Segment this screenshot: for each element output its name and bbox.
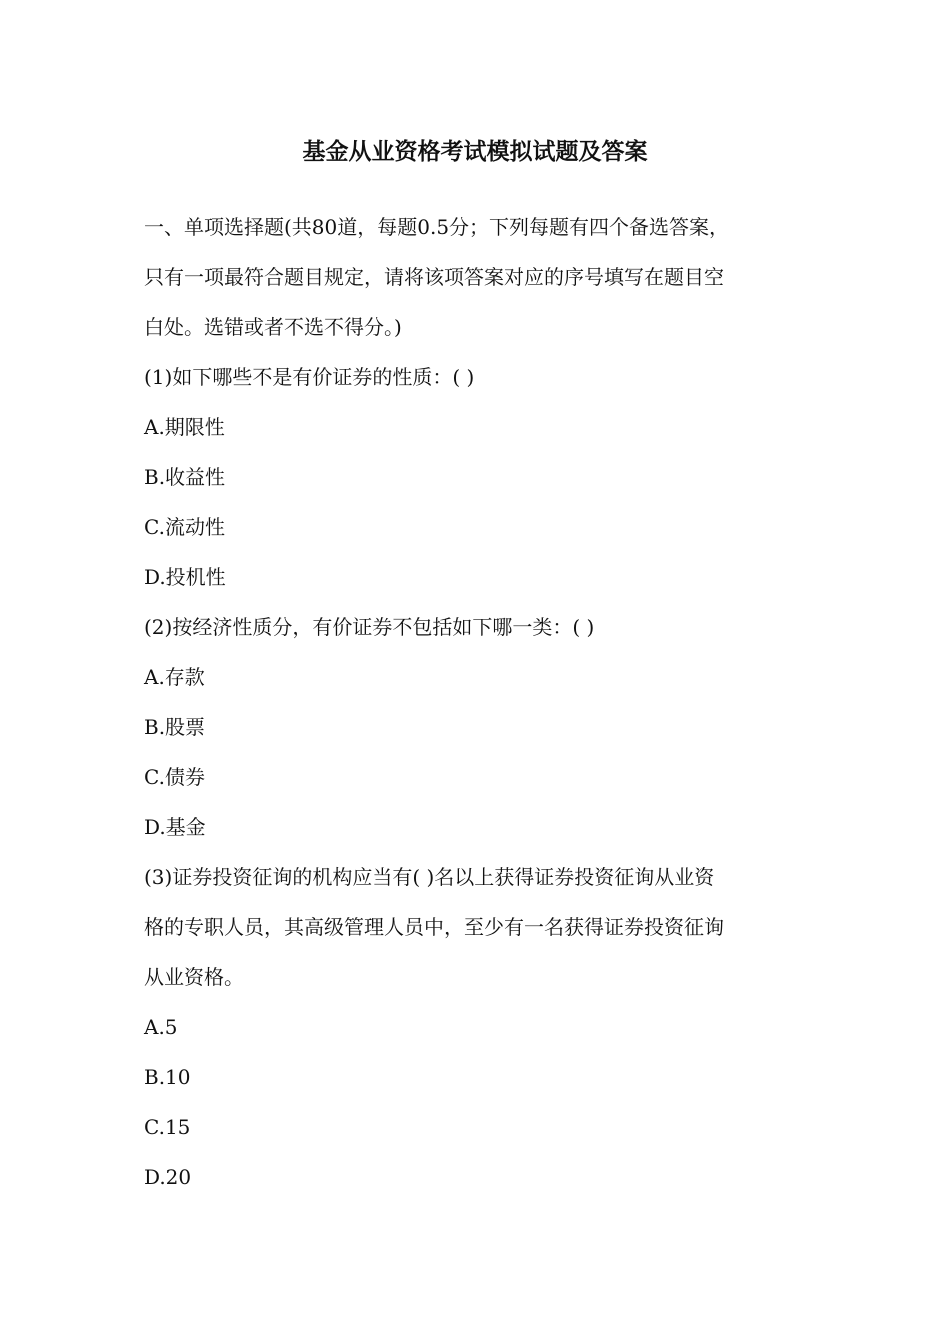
page-title: 基金从业资格考试模拟试题及答案 (302, 138, 648, 165)
intro-line: 一、单项选择题(共80道，每题0.5分；下列每题有四个备选答案， (144, 215, 730, 239)
question-1 (144, 352, 808, 602)
option-d: D.投机性 (144, 565, 226, 589)
option-d: D.20 (144, 1165, 192, 1189)
section-intro (144, 202, 808, 352)
question-stem: 格的专职人员，其高级管理人员中，至少有一名获得证券投资征询 (144, 915, 724, 939)
option-c: C.债券 (144, 765, 205, 789)
question-stem: (2)按经济性质分，有价证券不包括如下哪一类：( ) (144, 615, 595, 639)
option-c: C.15 (144, 1115, 191, 1139)
intro-line: 只有一项最符合题目规定，请将该项答案对应的序号填写在题目空 (144, 265, 724, 289)
intro-line: 白处。选错或者不选不得分。) (144, 315, 402, 339)
document-body (144, 202, 808, 1202)
option-a: A.存款 (144, 665, 205, 689)
option-b: B.股票 (144, 715, 206, 739)
question-2 (144, 602, 808, 852)
option-d: D.基金 (144, 815, 206, 839)
option-a: A.5 (144, 1015, 178, 1039)
option-c: C.流动性 (144, 515, 225, 539)
question-stem: (1)如下哪些不是有价证券的性质：( ) (144, 365, 475, 389)
question-stem: 从业资格。 (144, 965, 244, 989)
option-b: B.收益性 (144, 465, 226, 489)
question-3 (144, 852, 808, 1202)
option-a: A.期限性 (144, 415, 225, 439)
question-stem: (3)证券投资征询的机构应当有( )名以上获得证券投资征询从业资 (144, 865, 715, 889)
option-b: B.10 (144, 1065, 191, 1089)
